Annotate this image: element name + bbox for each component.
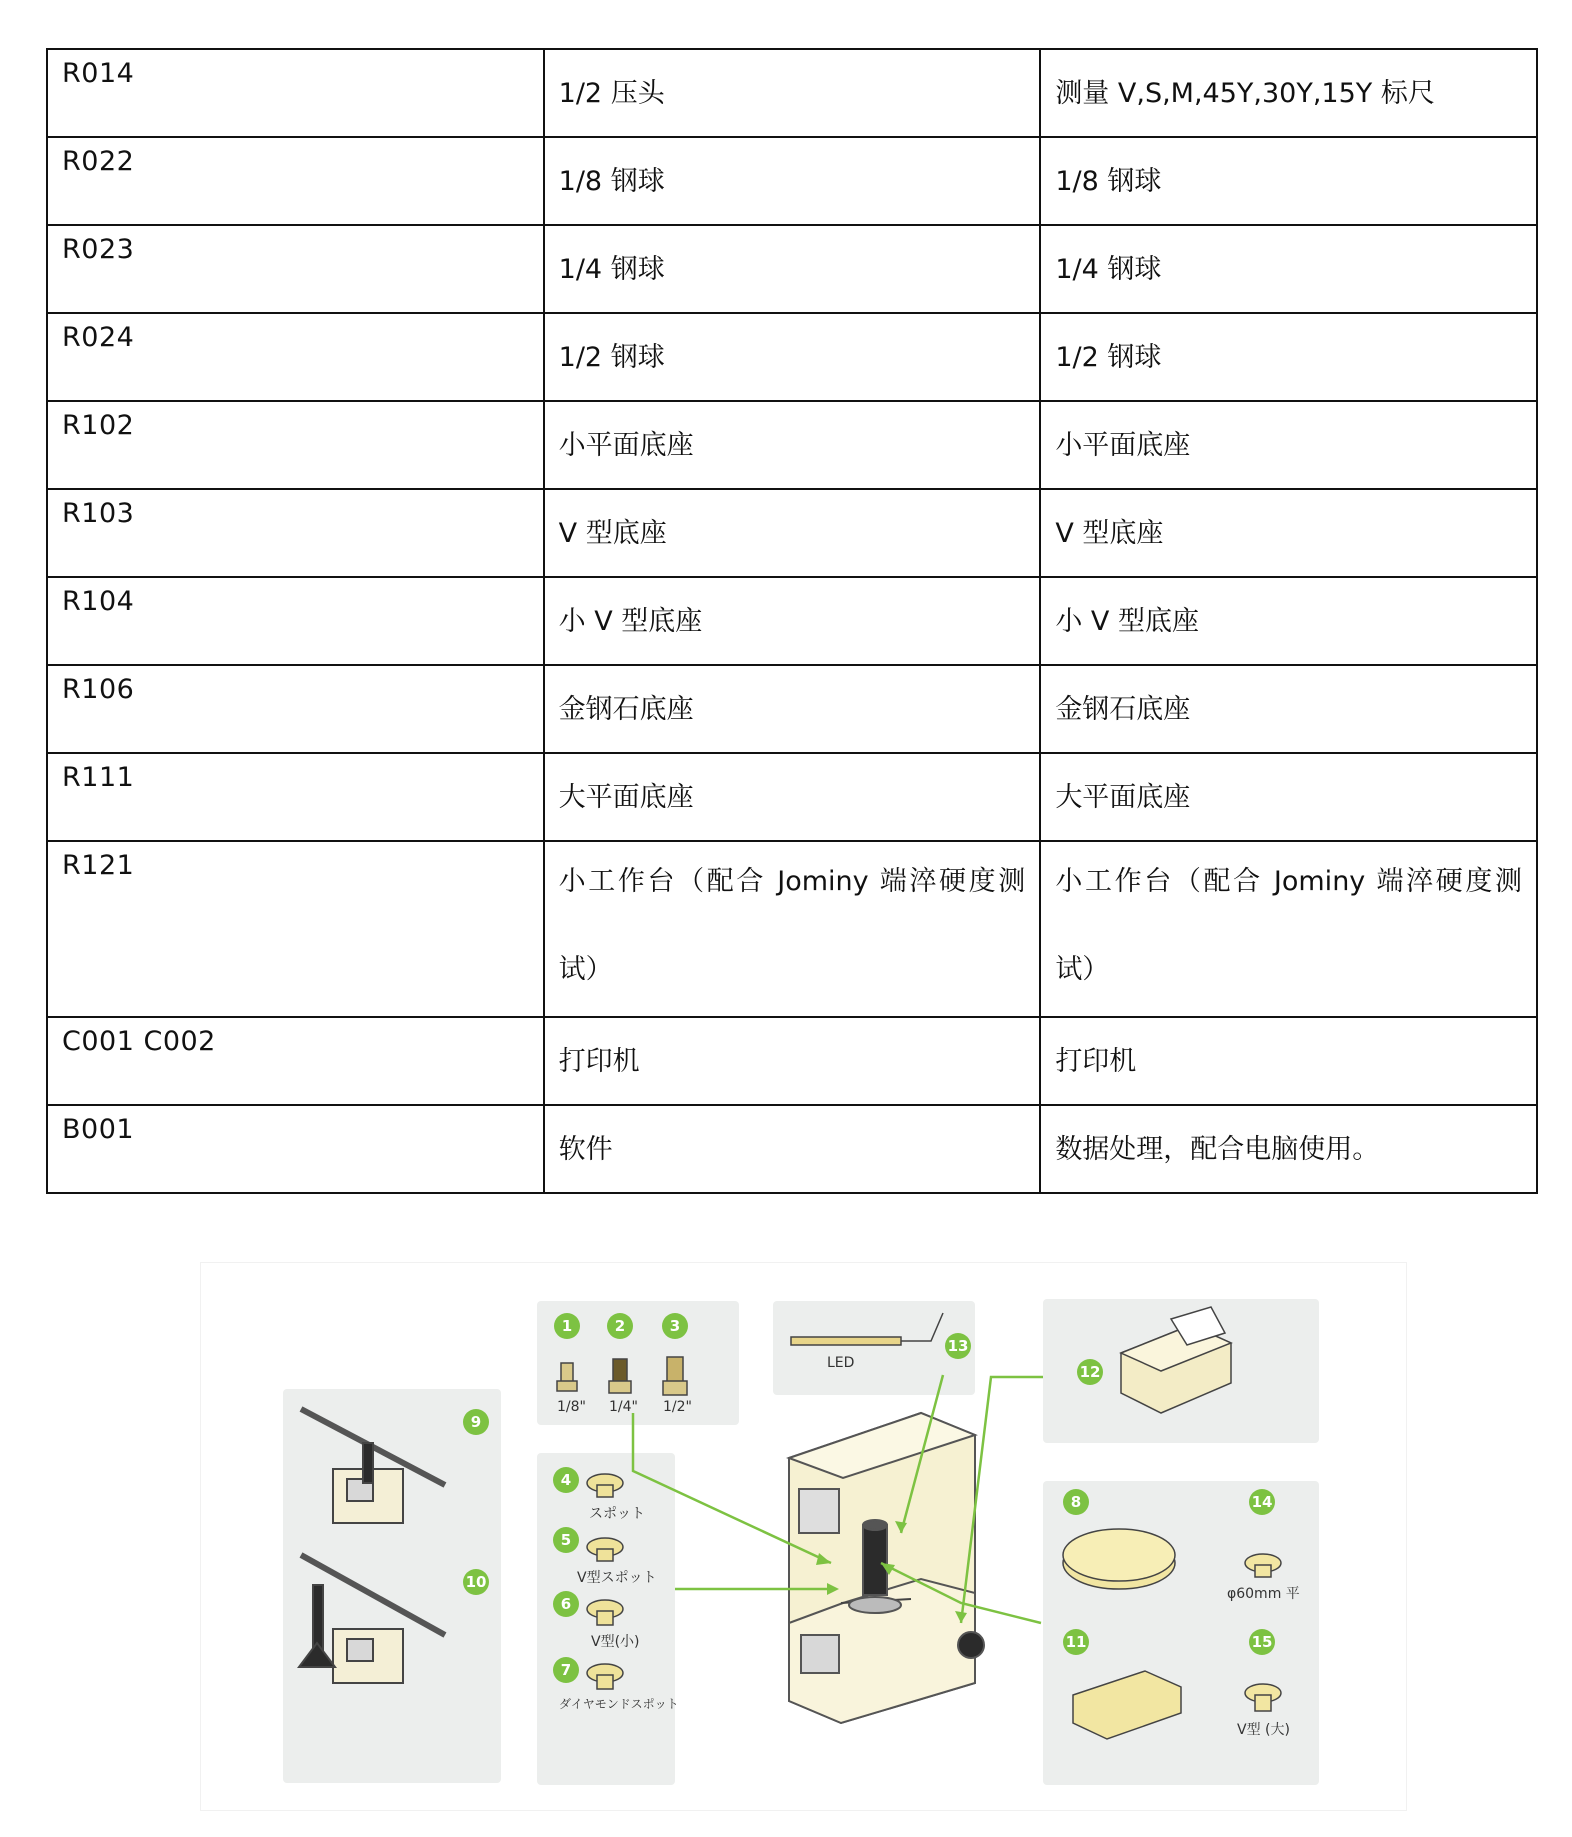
table-row <box>47 577 1537 665</box>
steel-ball-indenters <box>557 1357 687 1395</box>
part-code: R106 <box>62 674 135 705</box>
part-code: R103 <box>62 498 135 529</box>
large-anvil-illustrations <box>1063 1529 1281 1739</box>
printer-illustration <box>1121 1307 1231 1413</box>
part-note: 大平面底座 <box>1055 782 1191 813</box>
callout-3: 3 <box>662 1313 688 1339</box>
table-row <box>47 665 1537 753</box>
callout-12: 12 <box>1077 1359 1103 1385</box>
part-note: 金钢石底座 <box>1055 694 1191 725</box>
part-description: 大平面底座 <box>558 782 694 813</box>
part-description: 1/4 钢球 <box>558 254 665 285</box>
diagram-drawings <box>201 1263 1406 1810</box>
anvil-label: V型スポット <box>577 1570 657 1586</box>
anvil-label: V型 (大) <box>1237 1722 1290 1738</box>
part-note: 1/4 钢球 <box>1055 254 1162 285</box>
part-code: C001 C002 <box>62 1026 216 1057</box>
callout-8: 8 <box>1063 1489 1089 1515</box>
part-note: 1/2 钢球 <box>1055 342 1162 373</box>
table-row <box>47 841 1537 1017</box>
part-note: 打印机 <box>1055 1046 1137 1077</box>
callout-10: 10 <box>463 1569 489 1595</box>
table-row <box>47 1017 1537 1105</box>
part-code: B001 <box>62 1114 135 1145</box>
part-code: R022 <box>62 146 135 177</box>
table-row <box>47 225 1537 313</box>
anvil-label: V型(小) <box>591 1634 640 1650</box>
part-code: R111 <box>62 762 135 793</box>
table-row <box>47 137 1537 225</box>
part-note: 小 V 型底座 <box>1055 606 1199 637</box>
table-row <box>47 753 1537 841</box>
callout-5: 5 <box>553 1527 579 1553</box>
table-row <box>47 1105 1537 1193</box>
part-description: V 型底座 <box>558 518 667 549</box>
part-description: 软件 <box>558 1134 613 1165</box>
part-description: 小平面底座 <box>558 430 694 461</box>
callout-14: 14 <box>1249 1489 1275 1515</box>
callout-9: 9 <box>463 1409 489 1435</box>
part-note: 小工作台（配合 Jominy 端淬硬度测试） <box>1055 866 1522 985</box>
callout-7: 7 <box>553 1657 579 1683</box>
anvil-label: ダイヤモンドスポット <box>559 1697 679 1711</box>
part-description: 1/2 钢球 <box>558 342 665 373</box>
part-description: 1/8 钢球 <box>558 166 665 197</box>
led-label: LED <box>827 1355 855 1371</box>
part-note: V 型底座 <box>1055 518 1164 549</box>
part-description: 打印机 <box>558 1046 640 1077</box>
callout-11: 11 <box>1063 1629 1089 1655</box>
ball-size-label: 1/2" <box>663 1399 692 1415</box>
part-description: 小工作台（配合 Jominy 端淬硬度测试） <box>558 866 1026 985</box>
part-note: 1/8 钢球 <box>1055 166 1162 197</box>
part-note: 数据处理，配合电脑使用。 <box>1055 1134 1380 1165</box>
part-code: R102 <box>62 410 135 441</box>
callout-13: 13 <box>945 1333 971 1359</box>
part-description: 1/2 压头 <box>558 78 665 109</box>
led-illustration <box>791 1313 943 1345</box>
callout-15: 15 <box>1249 1629 1275 1655</box>
part-code: R104 <box>62 586 135 617</box>
callout-1: 1 <box>554 1313 580 1339</box>
ball-size-label: 1/8" <box>557 1399 586 1415</box>
anvil-label: φ60mm 平 <box>1227 1586 1300 1602</box>
ball-size-label: 1/4" <box>609 1399 638 1415</box>
stand-illustrations <box>299 1409 445 1683</box>
part-note: 小平面底座 <box>1055 430 1191 461</box>
part-note: 测量 V,S,M,45Y,30Y,15Y 标尺 <box>1055 78 1435 109</box>
part-code: R023 <box>62 234 135 265</box>
table-row <box>47 313 1537 401</box>
table-row <box>47 49 1537 137</box>
callout-2: 2 <box>607 1313 633 1339</box>
table-row <box>47 401 1537 489</box>
part-code: R121 <box>62 850 135 881</box>
callout-4: 4 <box>553 1467 579 1493</box>
part-description: 小 V 型底座 <box>558 606 703 637</box>
accessory-diagram <box>200 1262 1407 1811</box>
part-description: 金钢石底座 <box>558 694 694 725</box>
table-row <box>47 489 1537 577</box>
callout-6: 6 <box>553 1591 579 1617</box>
part-code: R014 <box>62 58 135 89</box>
part-code: R024 <box>62 322 135 353</box>
anvil-label: スポット <box>589 1506 645 1522</box>
accessory-table <box>46 48 1538 1194</box>
